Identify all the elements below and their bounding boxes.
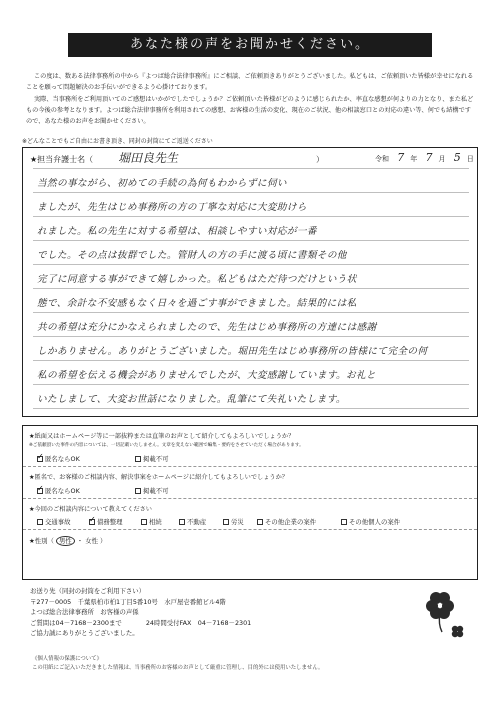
option-category-inheritance[interactable] xyxy=(141,517,162,526)
option-category-labor[interactable] xyxy=(223,517,244,526)
checkbox-icon[interactable] xyxy=(135,488,141,494)
send-thanks: ご協力誠にありがとうございました。 xyxy=(30,629,139,637)
lawyer-label: ★担当弁護士名（ xyxy=(30,155,94,164)
option-category-personal[interactable] xyxy=(341,517,400,526)
ruled-line xyxy=(33,384,469,385)
lawyer-paren-close: ） xyxy=(316,155,324,164)
handwritten-line: しかありません。ありがとうございました。堀田先生はじめ事務所の皆様にて完全の何 xyxy=(37,346,428,357)
ruled-line xyxy=(33,192,469,193)
checkbox-icon[interactable] xyxy=(37,456,43,462)
checkbox-icon[interactable] xyxy=(341,519,347,525)
date-day: 5 xyxy=(453,151,461,164)
checkbox-icon[interactable] xyxy=(37,519,43,525)
option-publish-anonymous[interactable] xyxy=(37,454,80,463)
intro-paragraph-1: この度は、数ある法律事務所の中から『よつば総合法律事務所』にご相談、ご依頼頂きありがとうございました。私どもは、ご依頼頂いた皆様が幸せになれることを願って問題解決のお手伝いができるよう心掛けております。 xyxy=(26,73,474,91)
ruled-line xyxy=(33,168,469,169)
send-office: よつば総合法律事務所 お客様の声係 xyxy=(30,608,139,616)
checkbox-icon[interactable] xyxy=(257,519,263,525)
checkbox-icon[interactable] xyxy=(89,519,95,525)
section-divider xyxy=(23,466,477,467)
option-label: 匿名ならOK xyxy=(45,455,80,463)
option-label: 労災 xyxy=(231,518,244,526)
handwritten-line: ましたが、先生はじめ事務所の方の丁寧な対応に大変助けら xyxy=(37,202,307,213)
checkbox-icon[interactable] xyxy=(141,519,147,525)
option-label: 掲載不可 xyxy=(143,487,169,495)
option-category-realestate[interactable] xyxy=(179,517,206,526)
option-label: その他企業の案件 xyxy=(265,518,317,526)
ruled-line xyxy=(33,216,469,217)
option-category-corporate[interactable] xyxy=(257,517,316,526)
question-publish: ★紙面又はホームページ等に一部抜粋または直筆のお声として紹介してもよろしいでしょうか？ xyxy=(29,433,295,440)
ruled-line xyxy=(33,288,469,289)
option-homepage-anonymous[interactable] xyxy=(37,486,80,495)
ruled-line xyxy=(33,264,469,265)
questions-box xyxy=(22,425,478,580)
option-category-debt[interactable] xyxy=(89,517,123,526)
option-gender-male[interactable]: 男性 xyxy=(56,536,75,546)
option-label: 匿名ならOK xyxy=(45,487,80,495)
send-address: 〒277－0005 千葉県柏市柏1丁目5番10号 水戸屋壱番館ビル4階 xyxy=(30,597,226,606)
free-writing-note: ※どんなことでもご自由にお書き頂き、同封の封筒にてご返送ください xyxy=(22,138,213,145)
privacy-title: 《個人情報の保護について》 xyxy=(32,656,102,662)
option-homepage-refuse[interactable] xyxy=(135,486,169,495)
option-category-traffic[interactable] xyxy=(37,517,71,526)
date-year-unit: 年 xyxy=(410,155,418,163)
option-label: その他個人の案件 xyxy=(349,518,401,526)
gender-paren-close: ） xyxy=(100,537,107,545)
intro-text xyxy=(26,71,476,128)
handwritten-line: でした。その点は抜群でした。管財人の方の手に渡る頃に書類その他 xyxy=(37,250,347,261)
privacy-notice xyxy=(32,655,323,673)
checkbox-icon[interactable] xyxy=(223,519,229,525)
option-gender-female[interactable]: 女性 xyxy=(85,537,98,545)
option-label: 相続 xyxy=(149,518,162,526)
comment-box xyxy=(22,147,478,417)
date-month: 7 xyxy=(425,151,433,164)
ruled-line xyxy=(33,408,469,409)
lawyer-name: 堀田良先生 xyxy=(118,151,179,165)
handwritten-line: れました。私の先生に対する希望は、相談しやすい対応が一番 xyxy=(37,226,317,237)
gender-label: ★性別（ xyxy=(29,537,54,545)
checkbox-icon[interactable] xyxy=(135,456,141,462)
clover-icon xyxy=(422,588,464,640)
handwritten-line: 完了に同意する事ができて嬉しかった。私どもはただ待つだけという状 xyxy=(37,274,357,285)
send-info xyxy=(30,586,470,639)
ruled-line xyxy=(33,240,469,241)
checkbox-icon[interactable] xyxy=(37,488,43,494)
question-publish-note: ※ご依頼頂いた事件の内容については、一切記載いたしません。文章を変えない範囲で編集・要約をさせていただく場合があります。 xyxy=(29,443,304,448)
question-homepage: ★匿名で、お客様のご相談内容、解決事案をホームページに紹介してもよろしいでしょうか？ xyxy=(29,474,288,481)
privacy-body: この用紙にご記入いただきました情報は、当事務所のお客様のお声として厳重に管理し、目的外には使用いたしません。 xyxy=(32,665,324,671)
phone-text: ご質問は04－7168－2300まで xyxy=(30,618,122,627)
send-title: お送り先（同封の封筒をご利用下さい） xyxy=(30,587,146,595)
handwritten-line: 態で、余計な不安感もなく日々を過ごす事ができました。結果的には私 xyxy=(37,298,357,309)
date-year: 7 xyxy=(397,151,405,164)
date-month-unit: 月 xyxy=(438,155,446,163)
section-divider xyxy=(23,498,477,499)
intro-paragraph-2: 実際、当事務所をご利用頂いてのご感想はいかがでしたでしょうか？ご依頼頂いた皆様がどのように感じられたか、率直な感想が何よりの力となり、また私どもの今後の参考となります。よつば総合法律事務所を利用されての感想、お客様の生活の変化、現在のご状況、他の相談窓口との対応の違い等、何でも結構ですので、あなた様のお声をお聞かせください。 xyxy=(26,96,474,125)
ruled-line xyxy=(33,336,469,337)
question-category: ★今回のご相談内容について教えてください xyxy=(29,506,152,513)
option-label: 掲載不可 xyxy=(143,455,169,463)
date-day-unit: 日 xyxy=(466,155,474,163)
option-label: 債務整理 xyxy=(97,518,123,526)
page-banner: あなた様の声をお聞かせください。 xyxy=(68,33,432,57)
ruled-line xyxy=(33,312,469,313)
handwritten-line: 当然の事ながら、初めての手続の為何もわからずに伺い xyxy=(37,178,287,189)
handwritten-line: 私の希望を伝える機会がありませんでしたが、大変感謝しています。お礼と xyxy=(37,370,377,381)
handwritten-line: 共の希望は充分にかなえられましたので、先生はじめ事務所の方達には感謝 xyxy=(37,322,377,333)
handwritten-line: いたしまして、大変お世話になりました。乱筆にて失礼いたします。 xyxy=(37,394,346,405)
option-label: 不動産 xyxy=(187,518,207,526)
contact-line xyxy=(30,618,470,629)
date-era: 令和 xyxy=(375,155,389,163)
option-label: 交通事故 xyxy=(45,518,71,526)
checkbox-icon[interactable] xyxy=(179,519,185,525)
gender-separator: ・ xyxy=(76,537,84,545)
fax-text: 24時間受付FAX 04－7168－2301 xyxy=(145,618,252,627)
option-publish-refuse[interactable] xyxy=(135,454,169,463)
section-divider xyxy=(23,529,477,530)
date-line xyxy=(375,151,474,164)
question-gender xyxy=(29,536,106,545)
ruled-line xyxy=(33,360,469,361)
